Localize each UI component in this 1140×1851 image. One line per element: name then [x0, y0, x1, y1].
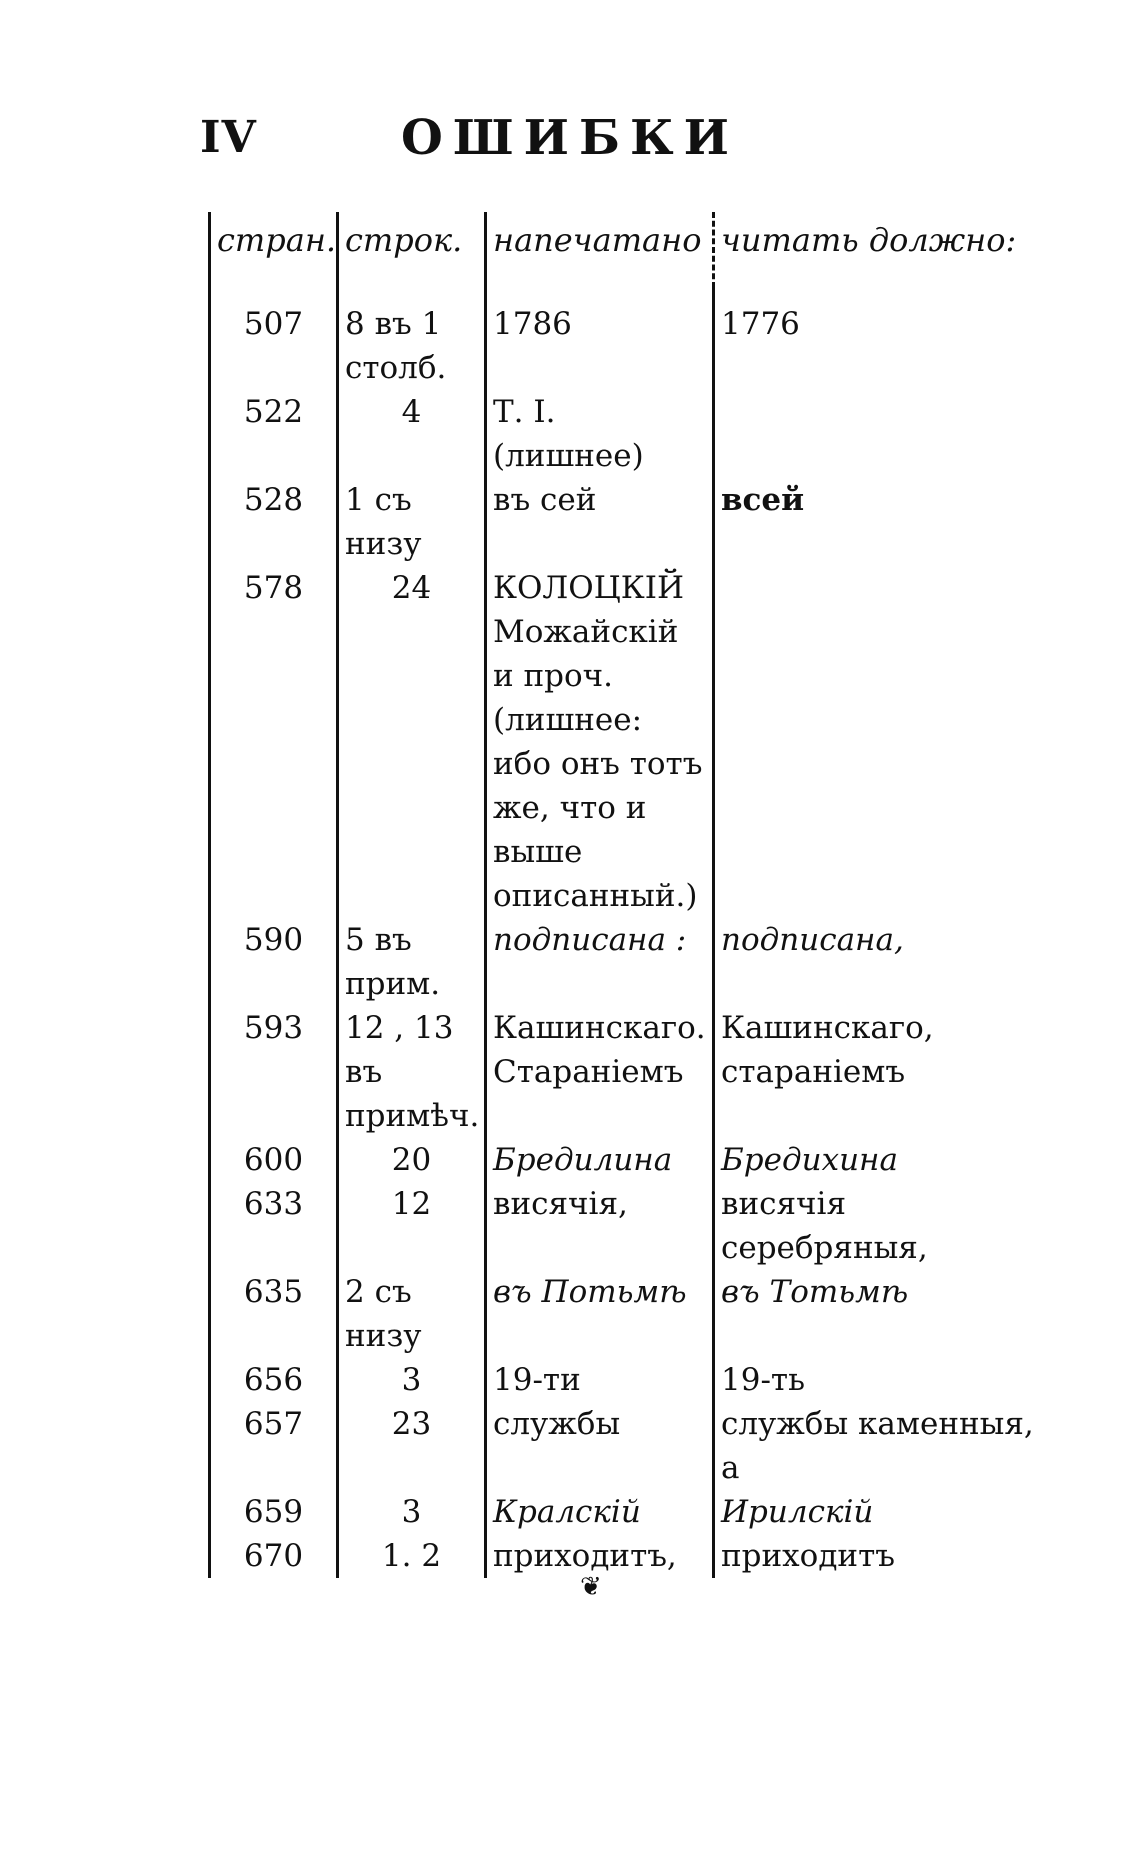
table-row: [210, 1490, 1050, 1534]
cell-page: 656: [210, 1358, 338, 1402]
ornament-icon: ❦: [580, 1572, 602, 1602]
cell-correct: [714, 566, 1050, 918]
cell-printed: въ сей: [486, 478, 714, 566]
cell-line: 1 съ низу: [338, 478, 486, 566]
table-row: [210, 1534, 1050, 1578]
cell-page: 657: [210, 1402, 338, 1490]
cell-correct: службы каменныя, а: [714, 1402, 1050, 1490]
cell-correct: въ Тотьмѣ: [714, 1270, 1050, 1358]
column-header-line: строк.: [338, 212, 486, 288]
column-header-page: стран.: [210, 212, 338, 288]
table-row: [210, 1270, 1050, 1358]
cell-line: 5 въ прим.: [338, 918, 486, 1006]
column-header-printed: напечатано: [486, 212, 714, 288]
cell-line: 1. 2: [338, 1534, 486, 1578]
cell-printed: приходитъ,: [486, 1534, 714, 1578]
table-row: [210, 1402, 1050, 1490]
cell-page: 522: [210, 390, 338, 478]
page-number: IV: [200, 112, 257, 163]
cell-page: 507: [210, 288, 338, 390]
page-title: ОШИБКИ: [400, 110, 740, 166]
cell-correct: Бредихина: [714, 1138, 1050, 1182]
cell-line: 4: [338, 390, 486, 478]
cell-page: 528: [210, 478, 338, 566]
cell-line: 23: [338, 1402, 486, 1490]
table-row: [210, 1138, 1050, 1182]
table-row: [210, 390, 1050, 478]
cell-correct: всей: [714, 478, 1050, 566]
cell-printed: 19-ти: [486, 1358, 714, 1402]
cell-line: 3: [338, 1358, 486, 1402]
table-row: [210, 1358, 1050, 1402]
table-row: [210, 1182, 1050, 1270]
cell-correct: 19-ть: [714, 1358, 1050, 1402]
cell-correct: [714, 390, 1050, 478]
cell-page: 593: [210, 1006, 338, 1138]
cell-printed: висячія,: [486, 1182, 714, 1270]
cell-printed: Кралскій: [486, 1490, 714, 1534]
cell-page: 670: [210, 1534, 338, 1578]
cell-page: 633: [210, 1182, 338, 1270]
table-row: [210, 566, 1050, 918]
cell-page: 600: [210, 1138, 338, 1182]
cell-page: 590: [210, 918, 338, 1006]
table-row: [210, 1006, 1050, 1138]
cell-printed: подписана :: [486, 918, 714, 1006]
cell-page: 578: [210, 566, 338, 918]
cell-line: 20: [338, 1138, 486, 1182]
cell-correct: висячія серебряныя,: [714, 1182, 1050, 1270]
cell-correct: Ирилскій: [714, 1490, 1050, 1534]
cell-correct: 1776: [714, 288, 1050, 390]
cell-correct: приходитъ: [714, 1534, 1050, 1578]
cell-line: 12: [338, 1182, 486, 1270]
column-header-correct: читать должно:: [714, 212, 1050, 288]
table-header-row: [210, 212, 1050, 288]
cell-line: 2 съ низу: [338, 1270, 486, 1358]
cell-correct: подписана,: [714, 918, 1050, 1006]
cell-line: 12 , 13 въ примѣч.: [338, 1006, 486, 1138]
cell-printed: Бредилина: [486, 1138, 714, 1182]
cell-printed: КОЛОЦКІЙ Можайскій и проч. (лишнее: ибо онъ тотъ же, что и выше описанный.): [486, 566, 714, 918]
cell-printed: службы: [486, 1402, 714, 1490]
cell-page: 659: [210, 1490, 338, 1534]
cell-line: 24: [338, 566, 486, 918]
errata-table: [208, 212, 1050, 1578]
cell-printed: 1786: [486, 288, 714, 390]
cell-line: 8 въ 1 столб.: [338, 288, 486, 390]
cell-printed: Кашинскаго. Стараніемъ: [486, 1006, 714, 1138]
table-row: [210, 478, 1050, 566]
table-row: [210, 288, 1050, 390]
cell-printed: Т. I. (лишнее): [486, 390, 714, 478]
cell-printed: въ Потьмѣ: [486, 1270, 714, 1358]
cell-line: 3: [338, 1490, 486, 1534]
cell-page: 635: [210, 1270, 338, 1358]
cell-correct: Кашинскаго, стараніемъ: [714, 1006, 1050, 1138]
table-row: [210, 918, 1050, 1006]
